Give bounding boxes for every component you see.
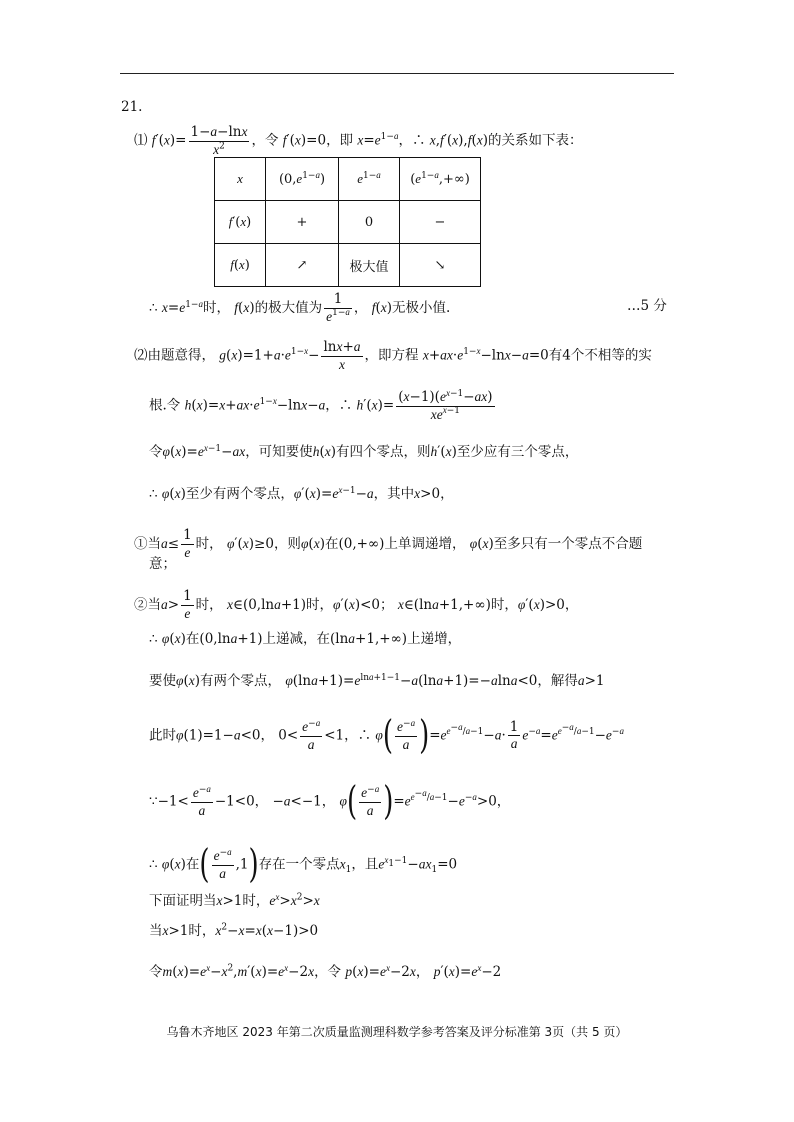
table-cell: + — [266, 201, 339, 244]
table-row — [215, 244, 481, 287]
table-row — [215, 158, 481, 201]
variation-table — [214, 157, 481, 287]
two-zero-condition: 要使φ(x)有两个零点， $\varphi(\ln a+1)=e^{lna+1-1}-a(\ln a+1)=-alna<0$，解得a>1 — [149, 671, 605, 689]
part2-line2: 根.令 $h(x)=x+ax\cdot e^{1-x}-\ln x-a$，∴ h′(x)= $\frac{(x-1)(e^{x-1}-ax)}{xe^{x-1}}$ — [149, 387, 493, 422]
prove-claim: 下面证明当x>1时，$e^x>x^2>x$ — [149, 891, 320, 909]
score-mark: …5 分 — [627, 298, 667, 314]
zero-existence: ∴ φ(x)在( $\frac{e^{-a}}{a}$ ,1)存在一个零点$x_1$，且$e^{x_1-1}-ax_1=0$ — [149, 842, 458, 888]
table-row — [215, 201, 481, 244]
table-cell: $(0,e^{1-a})$ — [266, 158, 339, 201]
table-cell: $(e^{1-a},+\infty)$ — [400, 158, 481, 201]
part1-conclusion: ∴ $x=e^{1-a}$时， f(x)的极大值为 $\frac{1}{e^{1-a}}$ ， f(x)无极小值. — [149, 291, 451, 324]
table-cell: − — [400, 201, 481, 244]
monotonicity: ∴ φ(x)在(0,lna+1)上递减，在(lna+1,+∞)上递增， — [149, 631, 462, 647]
case-1-cont: 意； — [149, 556, 176, 572]
sign-check: ∵−1< $\frac{e^{-a}}{a}$ −1<0， −a<−1， φ( $\frac{e^{-a}}{a}$ )$=e^{e^{-a}/a-1}-e^{-a}>0$， — [149, 779, 511, 825]
table-cell: 0 — [339, 201, 400, 244]
increasing-arrow: ↗ — [266, 244, 339, 287]
table-cell: f′(x) — [215, 201, 266, 244]
case-1: ①当a≤ $\frac{1}{e}$ 时， φ′(x)≥0，则φ(x)在(0,+∞)上单调递增， φ(x)至多只有一个零点不合题 — [134, 527, 643, 560]
part1-marker: ⑴ — [134, 132, 148, 149]
table-cell: x — [215, 158, 266, 201]
table-cell: 极大值 — [339, 244, 400, 287]
part1-line1: ⑴ f′(x)= $\frac{1-a-\ln x}{x^2}$ ，令 f′(x)=0，即 $x=e^{1-a}$，∴ x,f′(x),f(x)的关系如下表： — [134, 124, 583, 157]
top-rule — [120, 73, 674, 74]
phi-at-one: 此时φ(1)=1−a<0， 0< $\frac{e^{-a}}{a}$ <1，∴ φ( $\frac{e^{-a}}{a}$ )$=e^{e^{-a}/a-1}-a\cdot$ $\frac{1}{a}$ $e^{-a}=e^{e^{-a}/a-1}-e^{-a}$ — [149, 713, 624, 759]
decreasing-arrow: ↘ — [400, 244, 481, 287]
inequality-step: 当x>1时，$x^2-x=x(x-1)>0$ — [149, 922, 319, 939]
phi-definition: 令$\varphi(x)=e^{x-1}-ax$，可知要使h(x)有四个零点，则h′(x)至少应有三个零点， — [149, 442, 579, 460]
page-footer: 乌鲁木齐地区 2023 年第二次质量监测理科数学参考答案及评分标准第 3页（共 5 页） — [166, 1025, 628, 1039]
define-m-p: 令$m(x)=e^x-x^2,m'(x)=e^x-2x$，令 $p(x)=e^x-2x$， $p'(x)=e^x-2$ — [149, 962, 502, 980]
question-number: 21. — [121, 99, 143, 115]
case-2: ②当a> $\frac{1}{e}$ 时， x∈(0,lna+1)时，φ′(x)<0； x∈(lna+1,+∞)时，φ′(x)>0， — [134, 588, 579, 621]
phi-two-zeros: ∴ φ(x)至少有两个零点，$\varphi'(x)=e^{x-1}-a$，其中x>0， — [149, 484, 454, 502]
table-cell: $e^{1-a}$ — [339, 158, 400, 201]
table-cell: f(x) — [215, 244, 266, 287]
part2-line1: ⑵由题意得， $g(x)=1+a\cdot e^{1-x}-$ $\frac{\ln x+a}{x}$ ，即方程 $x+ax\cdot e^{1-x}-\ln x-a=0$有4个不相等的实 — [134, 339, 652, 372]
